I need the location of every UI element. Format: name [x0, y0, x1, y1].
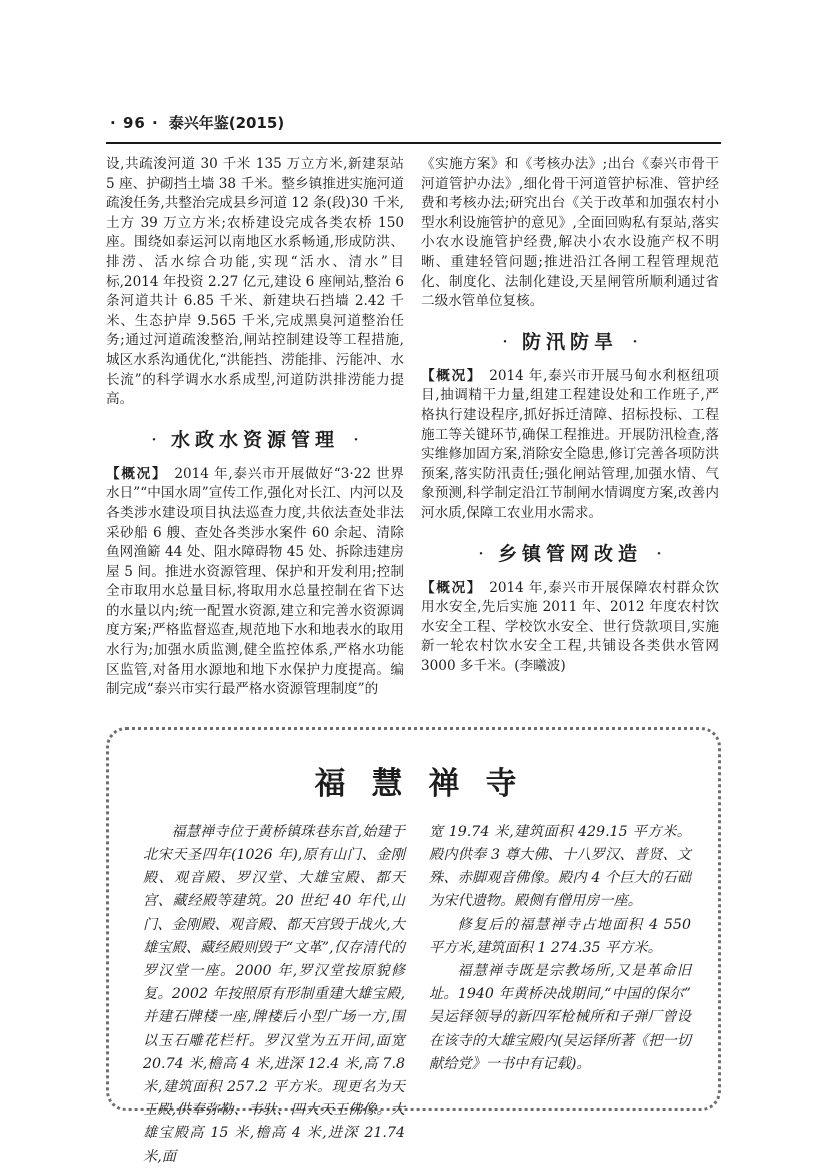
heading-dot-icon: · [501, 330, 508, 353]
section-heading-flood-drought [421, 327, 719, 354]
book-title: 泰兴年鉴(2015) [168, 114, 285, 132]
author-byline: (李曦波) [514, 657, 566, 674]
feature-box-title: 福慧禅寺 [314, 765, 543, 802]
continuation-paragraph: 设,共疏浚河道 30 千米 135 万立方米,新建泵站 5 座、护砌挡土墙 38 千米。整乡镇推进实施河道疏浚任务,共整治完成县乡河道 12 条(段)30 千米,土方 39 万立方米;农桥建设完成各类农桥 150 座。围绕如泰运河以南地区水系畅通,形成防洪、排涝、活水综合功能,实现“活水、清水”目标,2014 年投资 2.27 亿元,建设 6 座闸站,整治 6 条河道共计 6.85 千米、新建块石挡墙 2.42 千米、生态护岸 9.565 千米,完成黑臭河道整治任务;通过河道疏浚整治,闸站控制建设等工程措施,城区水系沟通优化,“洪能挡、涝能排、污能冲、水长流”的科学调水水系成型,河道防洪排涝能力提高。 [106, 156, 404, 408]
section-title: 防汛防旱 [521, 330, 618, 353]
section-heading-water-resources [106, 425, 404, 452]
overview-label: 【概况】 [421, 579, 483, 596]
feature-paragraph: 修复后的福慧禅寺占地面积 4 550 平方米,建筑面积 1 274.35 平方米。 [429, 916, 691, 956]
feature-box-left-column [143, 821, 405, 1169]
feature-paragraph-continuation: 宽 19.74 米,建筑面积 429.15 平方米。殿内供奉 3 尊大佛、十八罗汉、普贤、文殊、赤脚观音佛像。殿内 4 个巨大的石础为宋代遗物。殿侧有僧用房一座。 [429, 823, 691, 910]
main-body [106, 155, 721, 700]
overview-body: 2014 年,泰兴市开展马甸水利枢纽项目,抽调精干力量,组建工程建设处和工作班子,严格执行建设程序,抓好拆迁清障、招标投标、工程施工等关键环节,确保工程推进。开展防汛检查,落实维修加固方案,消除安全隐患,修订完善各项防洪预案,落实防汛责任;强化闸站管理,加强水情、气象预测,科学制定沿江节制闸水情调度方案,改善内河水质,保障工农业用水需求。 [421, 367, 719, 521]
section-title: 水政水资源管理 [170, 428, 339, 451]
right-column [421, 155, 719, 700]
heading-dot-icon: · [150, 428, 157, 451]
section-heading-pipe-network [421, 539, 719, 566]
heading-dot-icon: · [477, 542, 484, 565]
heading-dot-icon: · [656, 542, 663, 565]
page-number-marker [110, 114, 159, 132]
overview-body: 2014 年,泰兴市开展做好“3·22 世界水日”“中国水周”宣传工作,强化对长江、内河以及各类涉水建设项目执法巡查力度,共依法查处非法采砂船 6 艘、查处各类涉水案件 60 余起、清除鱼网渔簖 44 处、阻水障碍物 45 处、拆除违建房屋 5 间。推进水资源管理、保护和开发利用;控制全市取用水总量目标,将取用水总量控制在省下达的水量以内;统一配置水资源,建立和完善水资源调度方案;严格监督巡查,规范地下水和地表水的取用水行为;加强水质监测,健全监控体系,严格水功能区监管,对备用水源地和地下水保护力度提高。编制完成“泰兴市实行最严格水资源管理制度”的 [106, 465, 405, 698]
page-number: 96 [122, 114, 146, 132]
feature-box-fuhui-temple [106, 727, 721, 1165]
overview-body: 2014 年,泰兴市开展保障农村群众饮用水安全,先后实施 2011 年、2012 年度农村饮水安全工程、学校饮水安全、世行贷款项目,实施新一轮农村饮水安全工程,共铺设各类供水管网 3000 多千米。 [421, 579, 719, 674]
feature-paragraph: 福慧禅寺既是宗教场所,又是革命旧址。1940 年黄桥决战期间,“中国的保尔”吴运铎领导的新四军枪械所和子弹厂曾设在该寺的大雄宝殿内(吴运铎所著《把一切献给党》一书中有记载)。 [429, 963, 691, 1072]
overview-label: 【概况】 [421, 367, 483, 384]
heading-dot-icon: · [353, 428, 360, 451]
heading-dot-icon: · [632, 330, 639, 353]
dot-right: · [152, 114, 159, 132]
overview-paragraph [421, 367, 719, 524]
running-head [106, 112, 721, 144]
feature-paragraph: 福慧禅寺位于黄桥镇珠巷东首,始建于北宋天圣四年(1026 年),原有山门、金刚殿、观音殿、罗汉堂、大雄宝殿、都天宫、藏经殿等建筑。20 世纪 40 年代,山门、金刚殿、观音殿、都天宫毁于战火,大雄宝殿、藏经殿则毁于“文革”,仅存清代的罗汉堂一座。2000 年,罗汉堂按原貌修复。2002 年按照原有形制重建大雄宝殿,并建石牌楼一座,牌楼后小型广场一方,围以玉石雕花栏杆。罗汉堂为五开间,面宽 20.74 米,檐高 4 米,进深 12.4 米,高 7.8 米,建筑面积 257.2 平方米。现更名为天王殿,供奉弥勒、韦驮、四大天王佛像。大雄宝殿高 15 米,檐高 4 米,进深 21.74 米,面 [143, 823, 405, 1165]
dot-left: · [110, 114, 117, 132]
left-column [106, 155, 404, 700]
section-title: 乡镇管网改造 [497, 542, 642, 565]
continuation-paragraph: 《实施方案》和《考核办法》;出台《泰兴市骨干河道管护办法》,细化骨干河道管护标准、管护经费和考核办法;研究出台《关于改革和加强农村小型水利设施管护的意见》,全面回购私有泵站,落实小农水设施管护经费,解决小农水设施产权不明晰、重建轻管问题;推进沿江各闸工程管理规范化、制度化、法制化建设,天星闸管所顺利通过省二级水管单位复核。 [421, 156, 719, 310]
feature-box-right-column [429, 821, 691, 1169]
overview-paragraph [106, 465, 404, 700]
feature-box-body [143, 821, 691, 1169]
overview-label: 【概况】 [106, 465, 168, 482]
overview-paragraph [421, 579, 719, 677]
